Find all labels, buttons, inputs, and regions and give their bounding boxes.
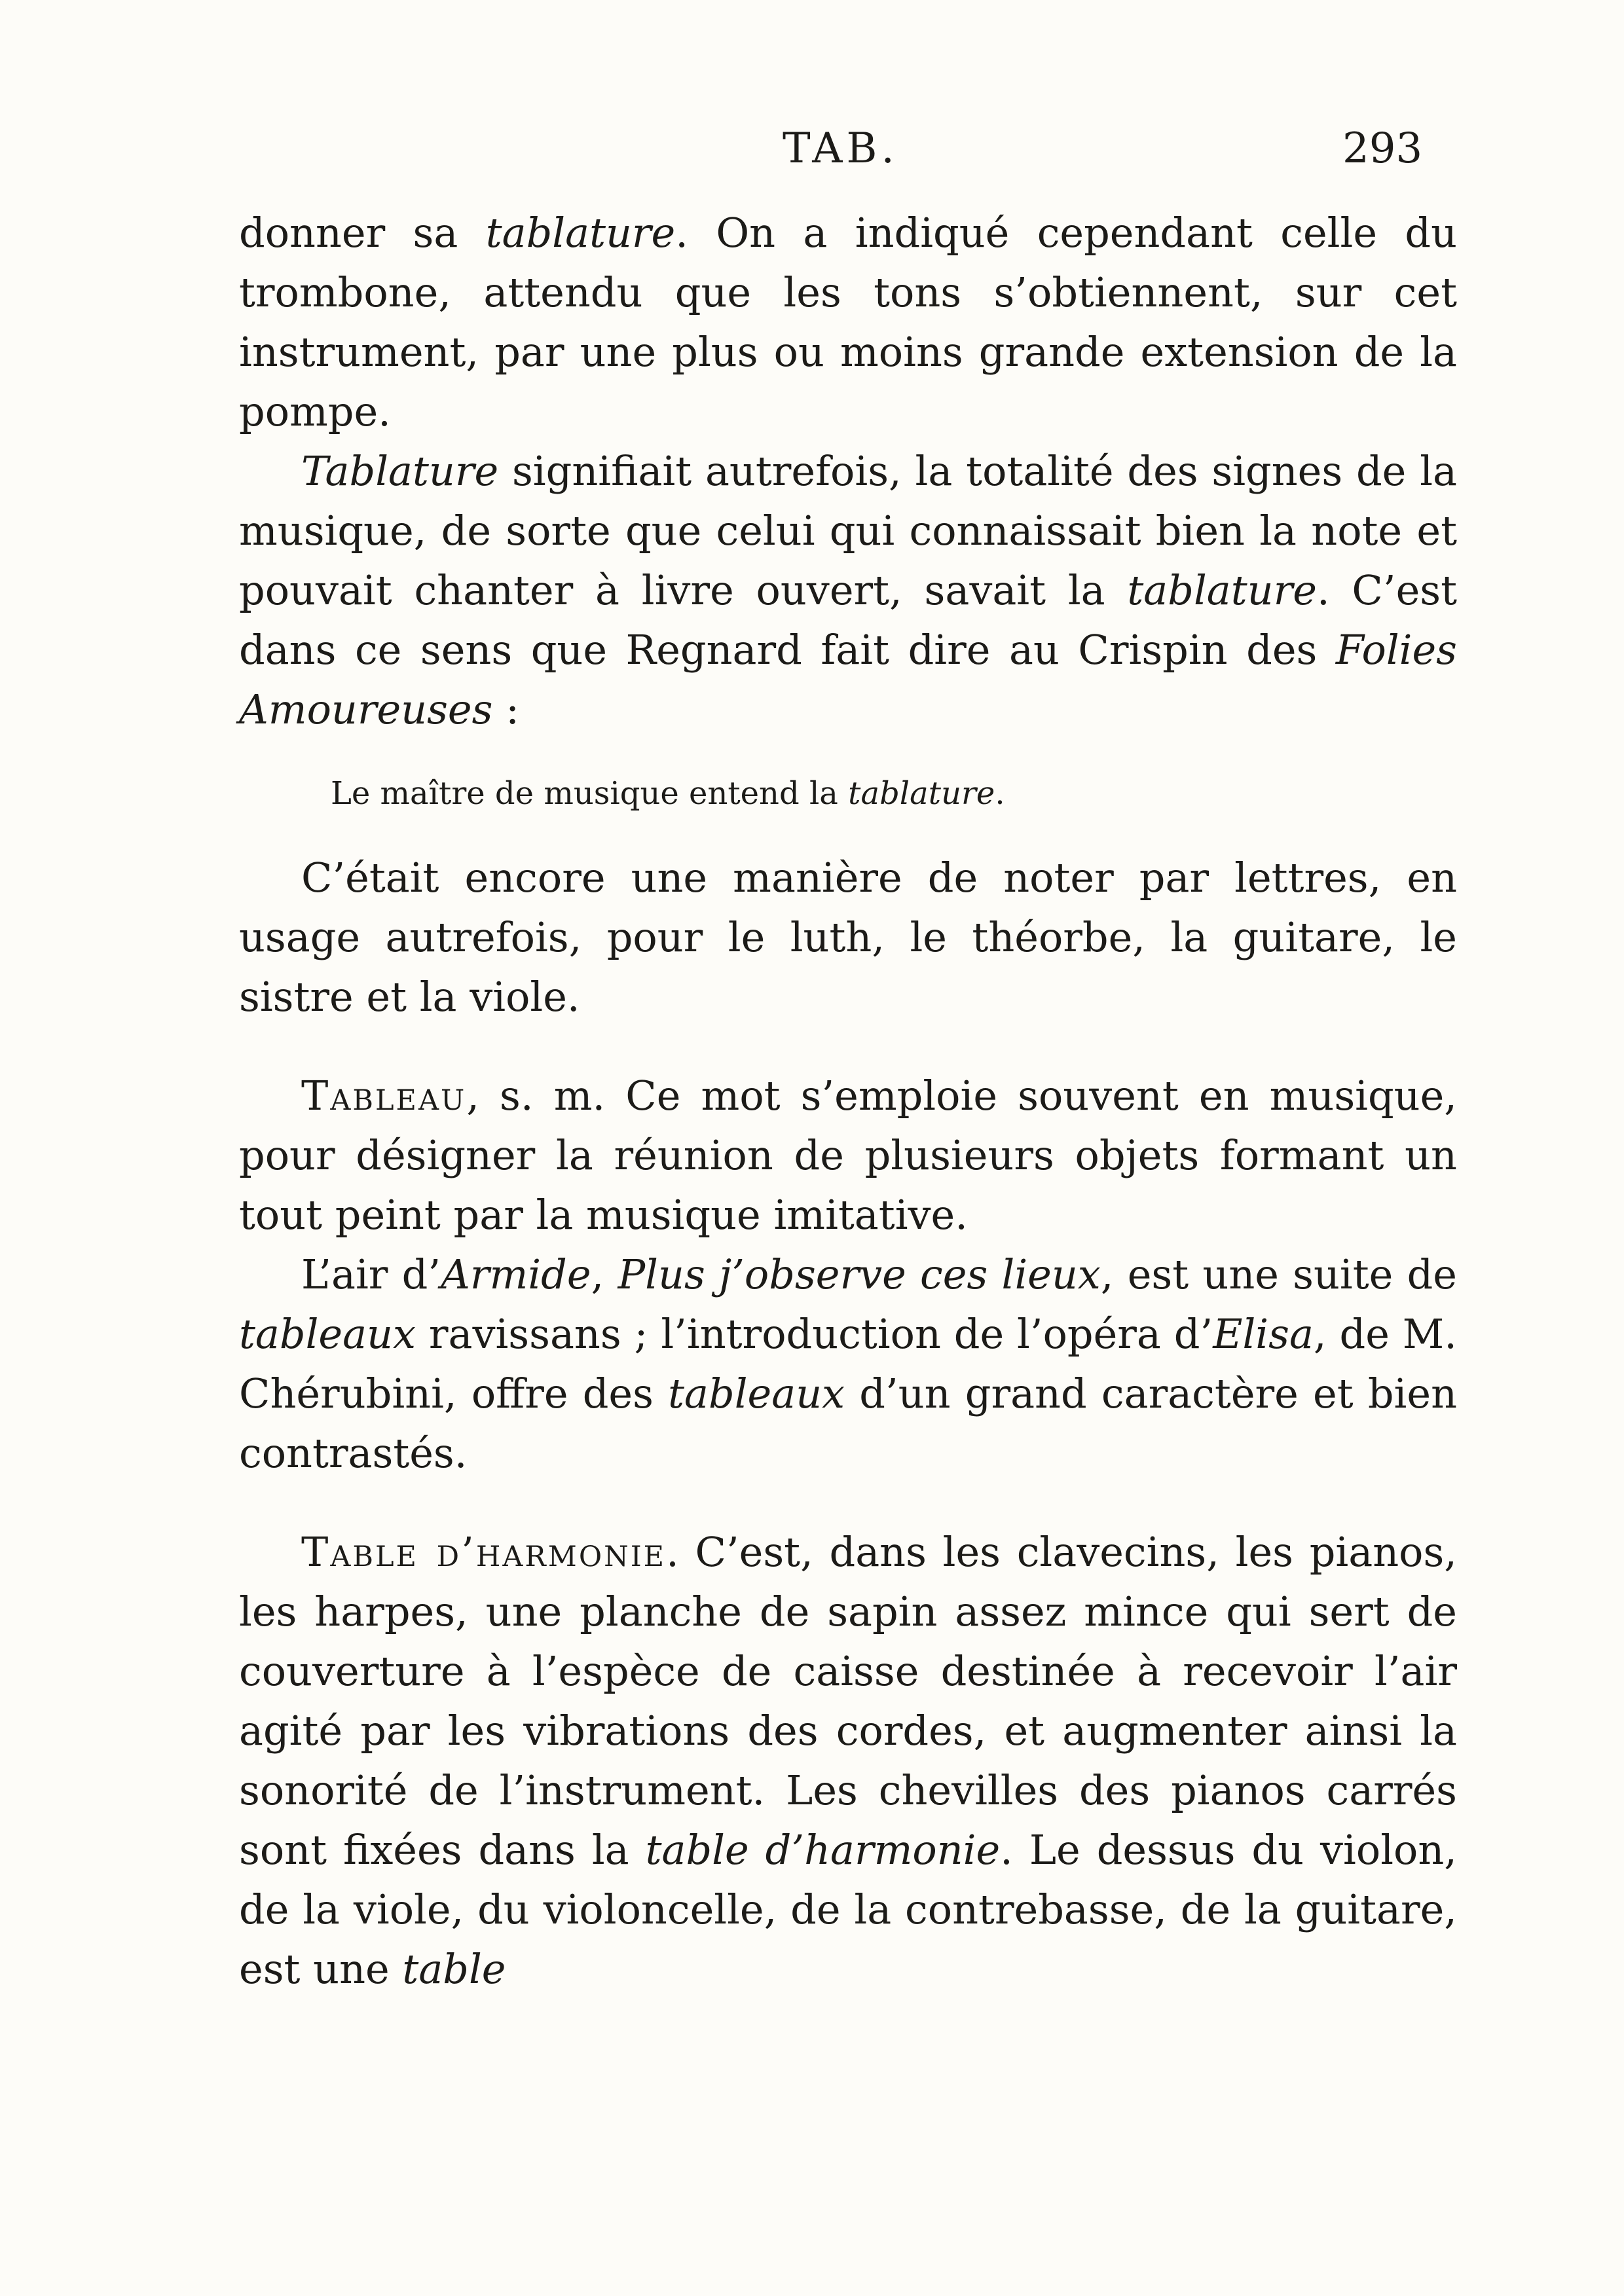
text-segment: , est une suite de: [1100, 1250, 1457, 1298]
running-head: [0, 124, 1624, 183]
text-segment: Armide: [441, 1250, 591, 1298]
text-segment: d’un grand caractère et bien contrastés.: [239, 1370, 1457, 1477]
text-segment: tableaux: [668, 1370, 845, 1417]
page-number: 293: [1342, 124, 1423, 173]
text-segment: Folies Amoureuses: [239, 626, 1457, 733]
text-segment: Tablature: [301, 447, 499, 495]
text-segment: Le maître de musique entend la: [331, 775, 849, 812]
paragraph-tablature-letters: [239, 848, 1457, 1027]
text-segment: Plus j’observe ces lieux: [618, 1250, 1101, 1298]
text-segment: table d’harmonie: [645, 1826, 1001, 1874]
paragraph-tablature-continuation: [239, 203, 1457, 441]
paragraph-tablature-meaning: [239, 441, 1457, 739]
text-segment: :: [492, 685, 520, 733]
text-segment: ravissans ; l’introduction de l’opéra d’: [415, 1310, 1213, 1358]
entry-tableau: [239, 1066, 1457, 1245]
text-segment: . C’est, dans les clavecins, les pianos, les harpes, une planche de sapin assez mince qui sert de couverture à l’espèce de caisse destinée à recevoir l’air agité par les vibrations des cordes, et augmenter ainsi la sonorité de l’instrument. Les chevilles des pianos carrés sont fixées dans la: [239, 1528, 1457, 1874]
text-segment: donner sa: [239, 209, 486, 257]
text-segment: ,: [591, 1250, 618, 1298]
text-segment: signifiait autrefois, la totalité des signes de la musique, de sorte que celui qui connaissait bien la note et pouvait chanter à livre ouvert, savait la: [239, 447, 1457, 614]
text-segment: , de M. Chérubini, offre des: [239, 1310, 1457, 1417]
text-segment: . C’est dans ce sens que Regnard fait dire au Crispin des: [239, 566, 1457, 674]
text-segment: tableaux: [239, 1310, 416, 1358]
text-segment: . On a indiqué cependant celle du trombone, attendu que les tons s’obtiennent, sur cet instrument, par une plus ou moins grande extension de la pompe.: [239, 209, 1458, 435]
text-segment: Table d’harmonie: [301, 1528, 667, 1576]
paragraph-tableau-examples: [239, 1245, 1457, 1483]
text-segment: C’était encore une manière de noter par lettres, en usage autrefois, pour le luth, le théorbe, la guitare, le sistre et la viole.: [239, 854, 1457, 1021]
text-segment: table: [402, 1945, 506, 1993]
text-segment: tablature: [1127, 566, 1317, 614]
text-segment: tablature: [485, 209, 676, 257]
text-segment: tablature: [848, 775, 995, 812]
text-segment: .: [995, 775, 1005, 812]
text-segment: Tableau: [301, 1072, 467, 1120]
text-segment: Elisa: [1213, 1310, 1314, 1358]
text-segment: L’air d’: [301, 1250, 441, 1298]
text-segment: . Le dessus du violon, de la viole, du violoncelle, de la contrebasse, de la guitare, est une: [239, 1826, 1457, 1993]
body-text: [239, 203, 1457, 1999]
entry-table-d-harmonie: [239, 1522, 1457, 1999]
text-segment: , s. m. Ce mot s’emploie souvent en musique, pour désigner la réunion de plusieurs objets formant un tout peint par la musique imitative.: [239, 1072, 1457, 1239]
running-head-title: TAB.: [783, 124, 898, 173]
quotation-regnard: [331, 764, 1457, 823]
